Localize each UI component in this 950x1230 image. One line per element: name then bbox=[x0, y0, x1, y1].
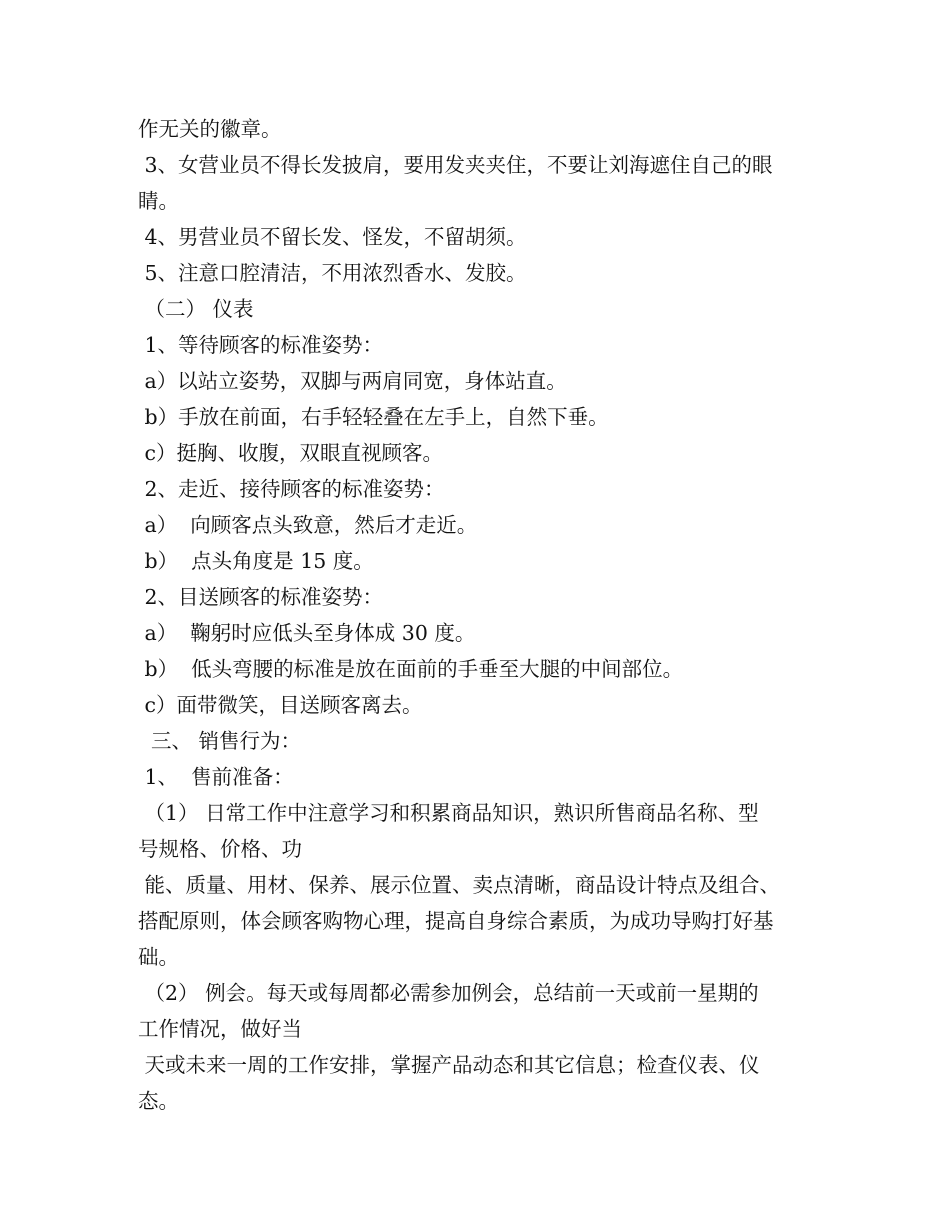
text-line: 5、注意口腔清洁，不用浓烈香水、发胶。 bbox=[138, 261, 527, 285]
text-line: b） 点头角度是 15 度。 bbox=[138, 549, 374, 573]
text-line: 础。 bbox=[138, 945, 179, 969]
text-line: （2） 例会。每天或每周都必需参加例会，总结前一天或前一星期的 bbox=[138, 981, 759, 1005]
text-line: 2、目送顾客的标准姿势： bbox=[138, 585, 384, 609]
section-heading: 三、 销售行为： bbox=[138, 729, 302, 753]
section-heading: （二） 仪表 bbox=[138, 297, 254, 321]
text-line: a） 向顾客点头致意，然后才走近。 bbox=[138, 513, 478, 537]
text-line: 号规格、价格、功 bbox=[138, 837, 302, 861]
text-line: （1） 日常工作中注意学习和积累商品知识，熟识所售商品名称、型 bbox=[138, 801, 759, 825]
text-line: 4、男营业员不留长发、怪发，不留胡须。 bbox=[138, 225, 527, 249]
text-line: 搭配原则，体会顾客购物心理，提高自身综合素质，为成功导购打好基 bbox=[138, 909, 774, 933]
text-line: b）手放在前面，右手轻轻叠在左手上，自然下垂。 bbox=[138, 405, 609, 429]
text-line: c）挺胸、收腹，双眼直视顾客。 bbox=[138, 441, 443, 465]
text-line: 2、走近、接待顾客的标准姿势： bbox=[138, 477, 445, 501]
text-line: 睛。 bbox=[138, 189, 179, 213]
text-line: 天或未来一周的工作安排，掌握产品动态和其它信息；检查仪表、仪 bbox=[138, 1053, 760, 1077]
text-line: 态。 bbox=[138, 1089, 179, 1113]
text-line: 工作情况，做好当 bbox=[138, 1017, 302, 1041]
text-line: a） 鞠躬时应低头至身体成 30 度。 bbox=[138, 621, 476, 645]
text-line: a）以站立姿势，双脚与两肩同宽，身体站直。 bbox=[138, 369, 567, 393]
text-line: c）面带微笑，目送顾客离去。 bbox=[138, 693, 423, 717]
text-line: 1、等待顾客的标准姿势： bbox=[138, 333, 384, 357]
text-line: 作无关的徽章。 bbox=[138, 117, 282, 141]
text-line: 能、质量、用材、保养、展示位置、卖点清晰，商品设计特点及组合、 bbox=[138, 873, 781, 897]
text-line: 1、 售前准备： bbox=[138, 765, 294, 789]
text-line: 3、女营业员不得长发披肩，要用发夹夹住，不要让刘海遮住自己的眼 bbox=[138, 153, 773, 177]
text-line: b） 低头弯腰的标准是放在面前的手垂至大腿的中间部位。 bbox=[138, 657, 684, 681]
